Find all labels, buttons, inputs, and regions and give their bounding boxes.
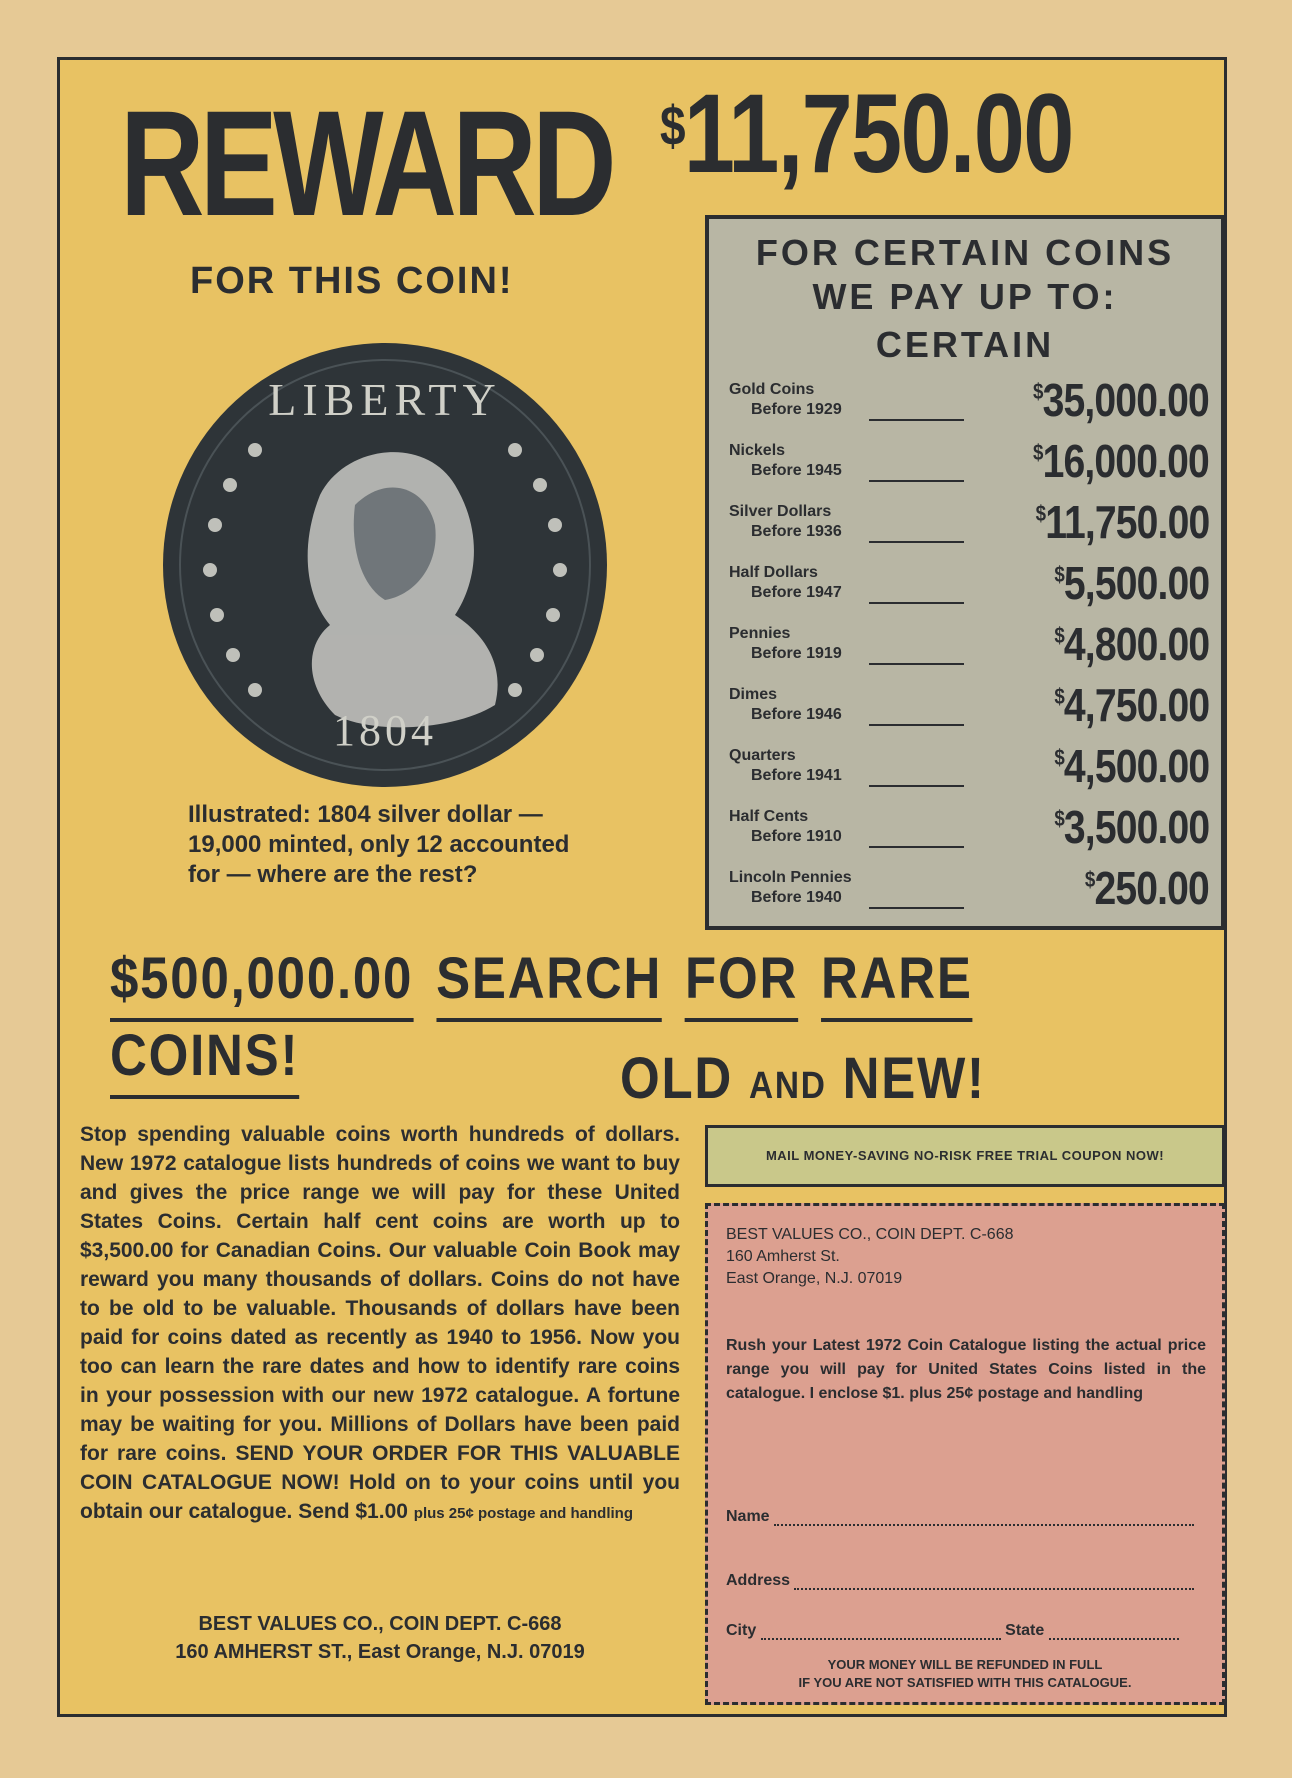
price-row [729, 374, 1209, 435]
price-row-coin: Pennies [729, 625, 791, 642]
price-row [729, 740, 1209, 801]
body-copy [80, 1120, 680, 1528]
price-row-coin: Nickels [729, 442, 786, 459]
price-row [729, 679, 1209, 740]
price-row-era: Before 1941 [751, 767, 842, 784]
price-row-leader [869, 846, 964, 848]
coupon-order-text: Rush your Latest 1972 Coin Catalogue listing the actual price range you will pay for United States Coins listed in the catalogue. I enclose $1. plus 25¢ postage and handling [726, 1337, 1206, 1402]
body-call-to-action: SEND YOUR ORDER FOR THIS VALUABLE COIN CATALOGUE NOW! [80, 1442, 680, 1494]
search-headline-word: COINS! [110, 1022, 299, 1099]
price-row-leader [869, 663, 964, 665]
price-row-value: $16,000.00 [1033, 435, 1209, 487]
price-row-era: Before 1919 [751, 645, 842, 662]
price-row [729, 801, 1209, 862]
price-row-leader [869, 541, 964, 543]
price-table-heading-1: FOR CERTAIN COINS [755, 232, 1175, 273]
coupon-address-line-1: BEST VALUES CO., COIN DEPT. C-668 [726, 1226, 1014, 1243]
reward-amount [660, 71, 1073, 196]
guarantee-line-1: YOUR MONEY WILL BE REFUNDED IN FULL [827, 1657, 1103, 1672]
price-row-coin: Dimes [729, 686, 778, 703]
state-label: State [1005, 1622, 1045, 1639]
search-headline-word: RARE [821, 945, 973, 1022]
search-headline-word: FOR [685, 945, 798, 1022]
and-word: AND [748, 1065, 827, 1107]
reward-headline: REWARD [120, 79, 612, 247]
price-row-value: $35,000.00 [1033, 374, 1209, 426]
coupon-banner: MAIL MONEY-SAVING NO-RISK FREE TRIAL COUPON NOW! [705, 1125, 1225, 1187]
reward-dollar-sign: $ [660, 94, 684, 157]
state-line[interactable] [1049, 1624, 1179, 1640]
name-label: Name [726, 1508, 770, 1525]
price-row-coin: Half Dollars [729, 564, 818, 581]
coin-caption: Illustrated: 1804 silver dollar — 19,000 minted, only 12 accounted for — where are the rest? [188, 801, 570, 888]
coin-legend-text: LIBERTY [268, 374, 502, 425]
coin-illustration [155, 335, 615, 795]
price-row-leader [869, 907, 964, 909]
price-row-coin: Lincoln Pennies [729, 869, 852, 886]
price-row-value: $11,750.00 [1035, 496, 1209, 548]
price-row-leader [869, 419, 964, 421]
search-headline-amount: $500,000.00 [110, 945, 413, 1022]
city-line[interactable] [761, 1624, 1001, 1640]
company-signature [80, 1610, 680, 1666]
price-row-value: $4,800.00 [1054, 618, 1209, 670]
price-row-coin: Half Cents [729, 808, 809, 825]
address-label: Address [726, 1572, 791, 1589]
for-this-coin-heading: FOR THIS COIN! [190, 260, 514, 302]
advertisement [57, 57, 1227, 1717]
search-headline-word: SEARCH [436, 945, 662, 1022]
coupon-address-line-2: 160 Amherst St. [726, 1248, 840, 1265]
price-row-coin: Gold Coins [729, 381, 815, 398]
price-row-era: Before 1945 [751, 462, 842, 479]
price-row-leader [869, 480, 964, 482]
price-row-era: Before 1910 [751, 828, 842, 845]
body-send-note: plus 25¢ postage and handling [413, 1505, 633, 1522]
price-row-value: $5,500.00 [1054, 557, 1209, 609]
price-row-leader [869, 602, 964, 604]
price-row-leader [869, 724, 964, 726]
price-row [729, 435, 1209, 496]
new-word: NEW! [842, 1046, 986, 1111]
price-table-heading-3: CERTAIN [875, 324, 1055, 365]
reward-amount-value: 11,750.00 [683, 71, 1073, 196]
signature-line-2: 160 AMHERST ST., East Orange, N.J. 07019 [175, 1641, 585, 1663]
order-coupon[interactable] [705, 1203, 1225, 1705]
refund-guarantee [708, 1656, 1222, 1692]
old-and-new-heading [620, 1045, 986, 1112]
price-table [705, 215, 1225, 930]
old-word: OLD [620, 1046, 734, 1111]
price-row-value: $3,500.00 [1054, 801, 1209, 853]
coupon-address [726, 1224, 1014, 1290]
price-row-era: Before 1929 [751, 401, 842, 418]
coin-date-text: 1804 [333, 706, 437, 755]
name-field[interactable] [726, 1508, 1206, 1526]
body-paragraph: Stop spending valuable coins worth hundreds of dollars. New 1972 catalogue lists hundreds of coins we want to buy and gives the price range we will pay for these United States Coins. Certain half cent coins are worth up to $3,500.00 for Canadian Coins. Our valuable Coin Book may reward you many thousands of dollars. Coins do not have to be old to be valuable. Thousands of dollars have been paid for coins dated as recently as 1940 to 1956. Now you too can learn the rare dates and how to identify rare coins in your possession with our new 1972 catalogue. A fortune may be waiting for you. Millions of Dollars have been paid for rare coins. [80, 1123, 680, 1465]
price-row-era: Before 1947 [751, 584, 842, 601]
price-row-leader [869, 785, 964, 787]
body-tail: Hold on to your coins until you obtain our catalogue. [80, 1471, 680, 1523]
price-row-era: Before 1946 [751, 706, 842, 723]
coupon-address-line-3: East Orange, N.J. 07019 [726, 1270, 903, 1287]
city-label: City [726, 1622, 757, 1639]
price-row-value: $4,500.00 [1054, 740, 1209, 792]
guarantee-line-2: IF YOU ARE NOT SATISFIED WITH THIS CATALOGUE. [798, 1675, 1132, 1690]
price-row-value: $250.00 [1084, 862, 1209, 914]
name-line[interactable] [774, 1510, 1194, 1526]
address-field[interactable] [726, 1572, 1206, 1590]
signature-line-1: BEST VALUES CO., COIN DEPT. C-668 [198, 1613, 562, 1635]
price-row-era: Before 1940 [751, 889, 842, 906]
body-send-price: Send $1.00 [298, 1500, 408, 1523]
price-row-era: Before 1936 [751, 523, 842, 540]
city-state-field[interactable] [726, 1622, 1206, 1640]
price-table-heading-2: WE PAY UP TO: [812, 276, 1118, 317]
price-row-coin: Silver Dollars [729, 503, 832, 520]
price-row-coin: Quarters [729, 747, 796, 764]
price-row [729, 862, 1209, 923]
price-row-value: $4,750.00 [1054, 679, 1209, 731]
price-row [729, 496, 1209, 557]
address-line[interactable] [794, 1574, 1194, 1590]
price-row [729, 557, 1209, 618]
price-row [729, 618, 1209, 679]
